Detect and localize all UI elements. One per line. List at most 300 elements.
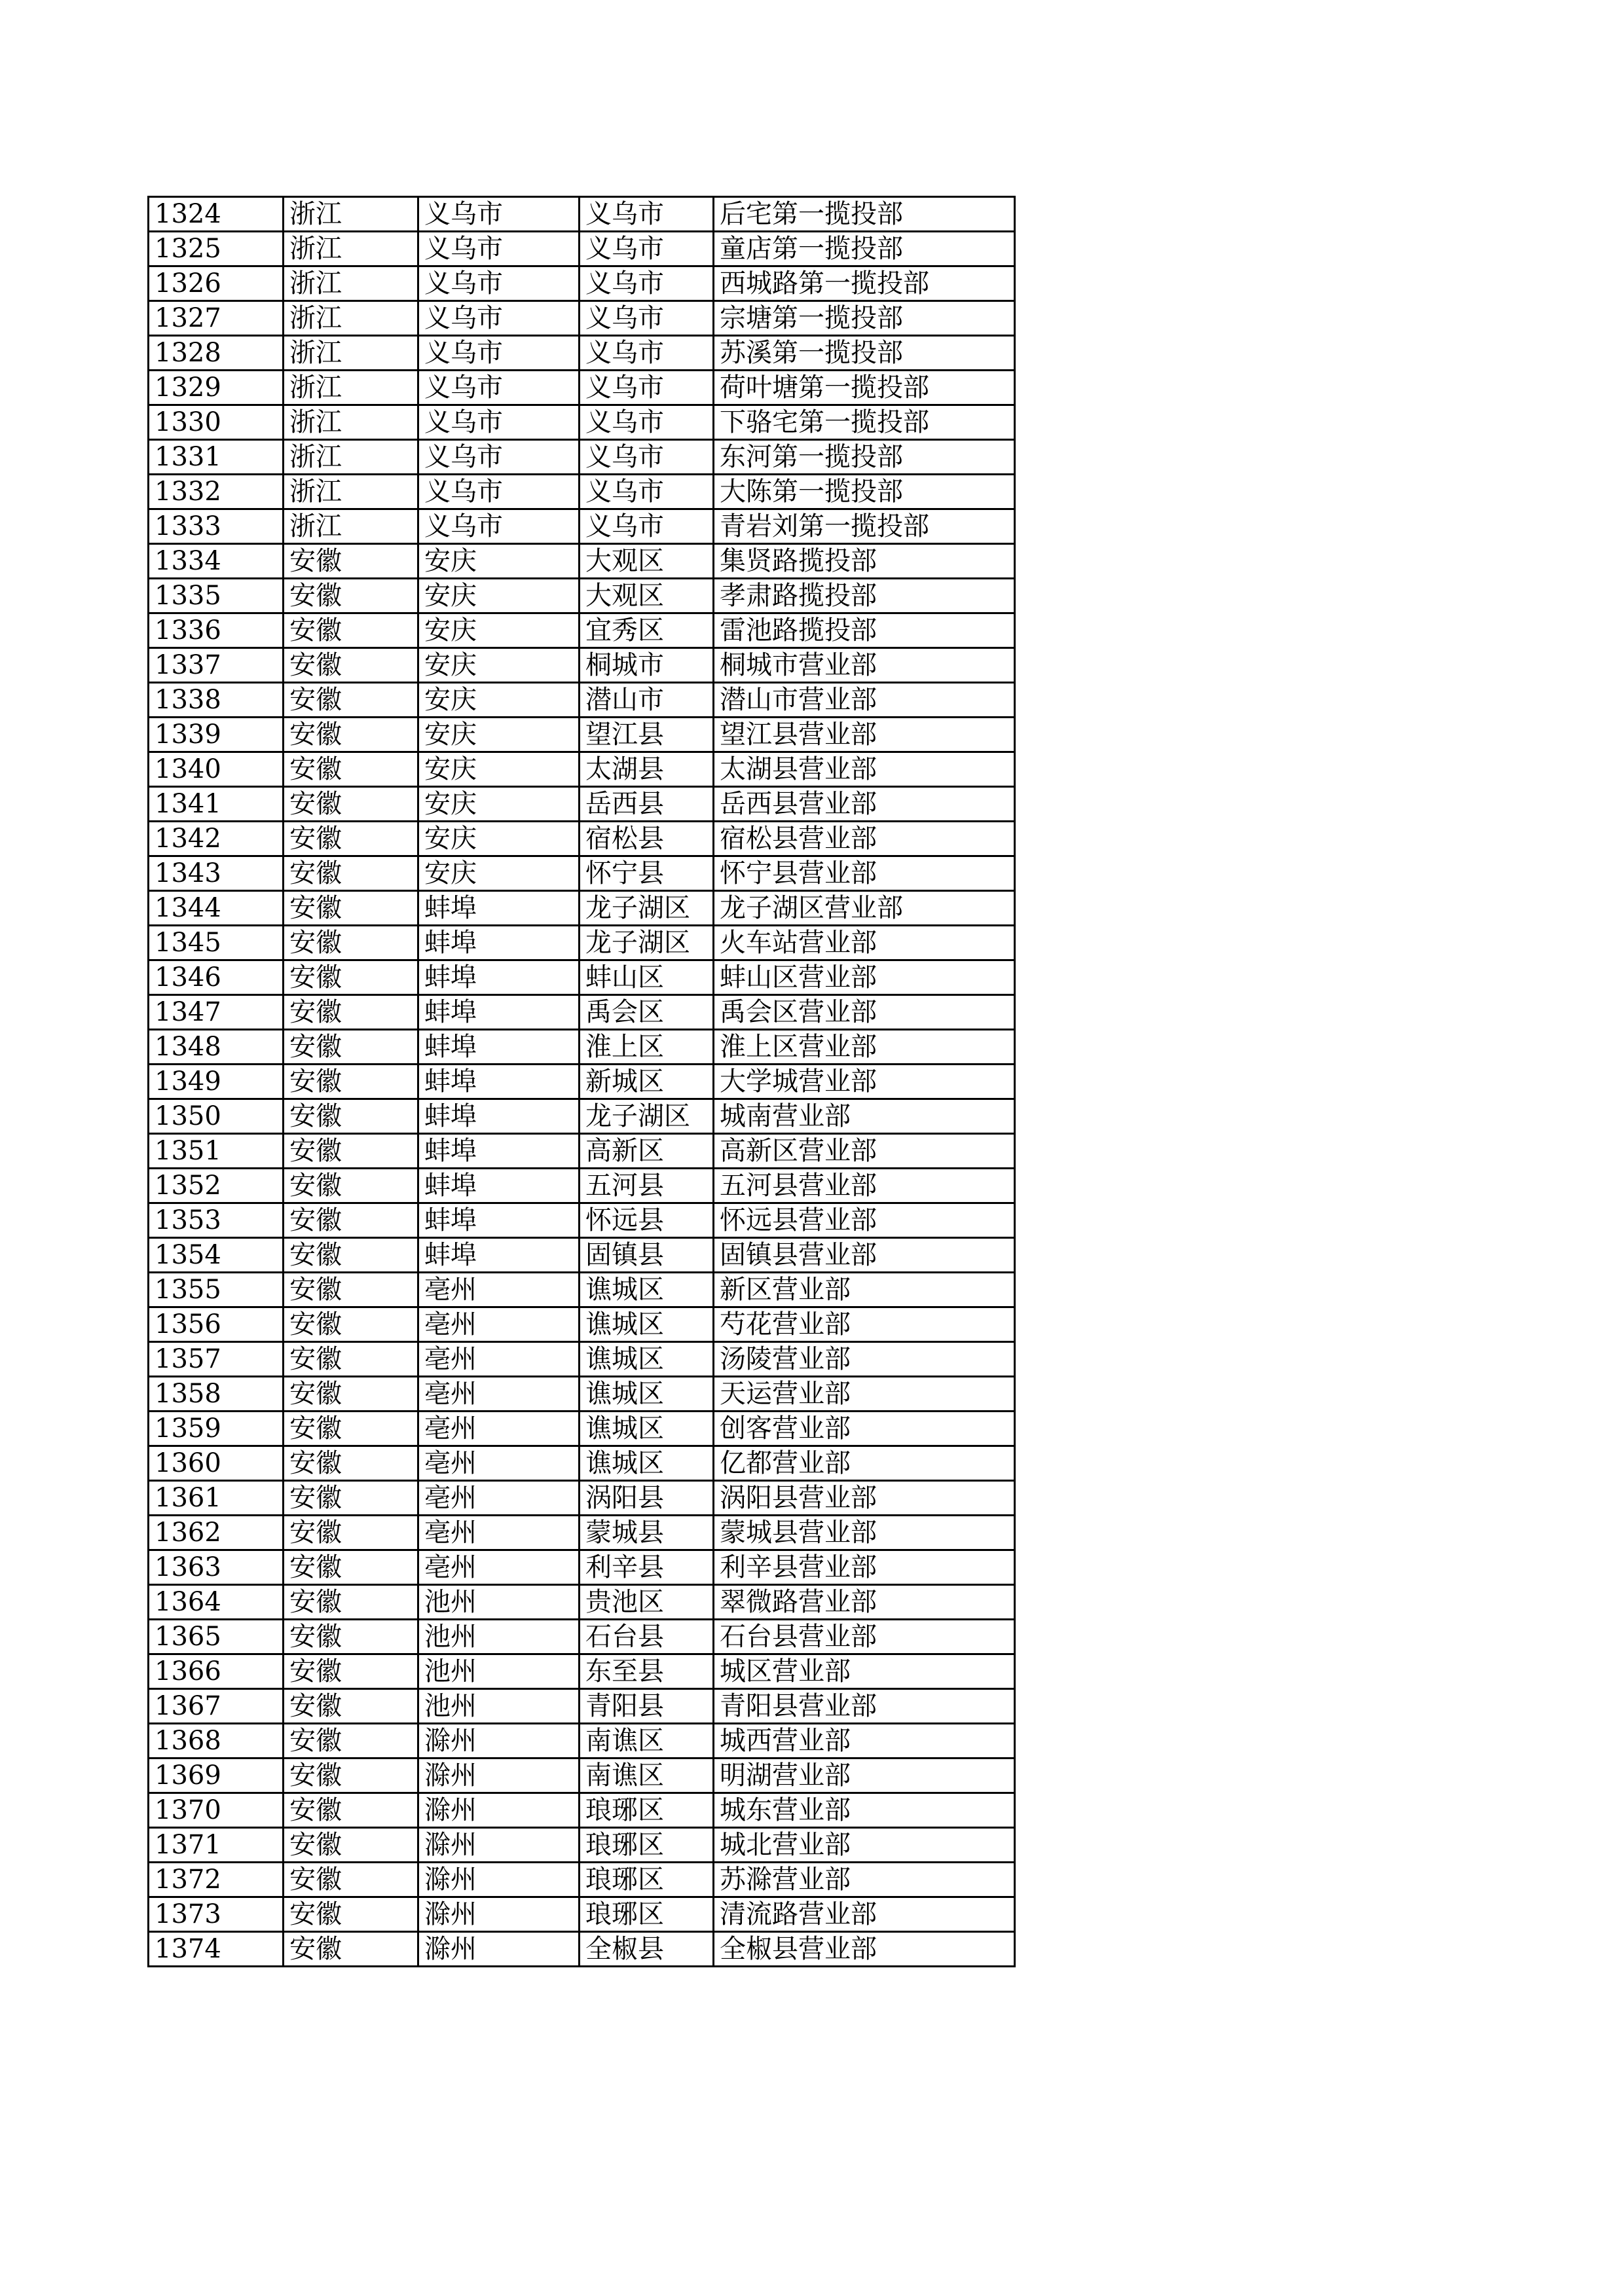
row-number-cell: 1371	[149, 1828, 284, 1863]
province-cell: 安徽	[284, 926, 418, 960]
table-row	[149, 475, 1015, 509]
city-cell: 安庆	[418, 718, 580, 752]
row-number-cell: 1325	[149, 232, 284, 266]
row-number-cell: 1359	[149, 1412, 284, 1446]
district-cell: 龙子湖区	[580, 926, 714, 960]
province-cell: 安徽	[284, 787, 418, 822]
district-cell: 固镇县	[580, 1238, 714, 1273]
district-cell: 青阳县	[580, 1689, 714, 1724]
branch-name-cell: 城东营业部	[714, 1793, 1015, 1828]
branch-name-cell: 城南营业部	[714, 1099, 1015, 1134]
branch-name-cell: 雷池路揽投部	[714, 613, 1015, 648]
table-row	[149, 1134, 1015, 1169]
city-cell: 安庆	[418, 822, 580, 856]
province-cell: 安徽	[284, 1793, 418, 1828]
province-cell: 安徽	[284, 1828, 418, 1863]
province-cell: 安徽	[284, 544, 418, 579]
table-row	[149, 1446, 1015, 1481]
branch-name-cell: 苏滁营业部	[714, 1863, 1015, 1897]
province-cell: 安徽	[284, 613, 418, 648]
district-cell: 贵池区	[580, 1585, 714, 1620]
branch-name-cell: 潜山市营业部	[714, 683, 1015, 718]
row-number-cell: 1334	[149, 544, 284, 579]
city-cell: 蚌埠	[418, 1238, 580, 1273]
branch-name-cell: 五河县营业部	[714, 1169, 1015, 1203]
row-number-cell: 1326	[149, 266, 284, 301]
province-cell: 安徽	[284, 856, 418, 891]
district-cell: 宿松县	[580, 822, 714, 856]
table-row	[149, 1550, 1015, 1585]
province-cell: 浙江	[284, 266, 418, 301]
district-cell: 琅琊区	[580, 1897, 714, 1932]
district-cell: 义乌市	[580, 371, 714, 405]
city-cell: 蚌埠	[418, 1030, 580, 1065]
city-cell: 池州	[418, 1620, 580, 1654]
city-cell: 滁州	[418, 1863, 580, 1897]
city-cell: 义乌市	[418, 371, 580, 405]
table-row	[149, 1758, 1015, 1793]
city-cell: 安庆	[418, 648, 580, 683]
city-cell: 亳州	[418, 1273, 580, 1307]
branch-name-cell: 集贤路揽投部	[714, 544, 1015, 579]
city-cell: 蚌埠	[418, 926, 580, 960]
city-cell: 安庆	[418, 787, 580, 822]
province-cell: 安徽	[284, 1065, 418, 1099]
table-row	[149, 440, 1015, 475]
row-number-cell: 1370	[149, 1793, 284, 1828]
province-cell: 浙江	[284, 509, 418, 544]
city-cell: 安庆	[418, 544, 580, 579]
data-table	[147, 196, 1016, 1967]
province-cell: 安徽	[284, 1481, 418, 1516]
district-cell: 东至县	[580, 1654, 714, 1689]
city-cell: 亳州	[418, 1481, 580, 1516]
district-cell: 高新区	[580, 1134, 714, 1169]
province-cell: 安徽	[284, 1620, 418, 1654]
city-cell: 池州	[418, 1585, 580, 1620]
province-cell: 安徽	[284, 718, 418, 752]
district-cell: 涡阳县	[580, 1481, 714, 1516]
table-row	[149, 752, 1015, 787]
branch-name-cell: 石台县营业部	[714, 1620, 1015, 1654]
city-cell: 义乌市	[418, 475, 580, 509]
table-row	[149, 197, 1015, 232]
district-cell: 义乌市	[580, 232, 714, 266]
district-cell: 利辛县	[580, 1550, 714, 1585]
branch-name-cell: 大陈第一揽投部	[714, 475, 1015, 509]
district-cell: 义乌市	[580, 301, 714, 336]
branch-name-cell: 亿都营业部	[714, 1446, 1015, 1481]
table-row	[149, 1516, 1015, 1550]
branch-name-cell: 天运营业部	[714, 1377, 1015, 1412]
branch-name-cell: 城区营业部	[714, 1654, 1015, 1689]
city-cell: 亳州	[418, 1446, 580, 1481]
row-number-cell: 1372	[149, 1863, 284, 1897]
district-cell: 怀宁县	[580, 856, 714, 891]
branch-name-cell: 固镇县营业部	[714, 1238, 1015, 1273]
district-cell: 淮上区	[580, 1030, 714, 1065]
table-row	[149, 301, 1015, 336]
row-number-cell: 1340	[149, 752, 284, 787]
city-cell: 义乌市	[418, 266, 580, 301]
district-cell: 石台县	[580, 1620, 714, 1654]
table-row	[149, 1412, 1015, 1446]
district-cell: 谯城区	[580, 1273, 714, 1307]
table-row	[149, 509, 1015, 544]
district-cell: 琅琊区	[580, 1863, 714, 1897]
branch-name-cell: 宿松县营业部	[714, 822, 1015, 856]
table-row	[149, 1481, 1015, 1516]
table-row	[149, 232, 1015, 266]
row-number-cell: 1332	[149, 475, 284, 509]
table-row	[149, 1342, 1015, 1377]
branch-name-cell: 东河第一揽投部	[714, 440, 1015, 475]
province-cell: 浙江	[284, 475, 418, 509]
row-number-cell: 1324	[149, 197, 284, 232]
province-cell: 安徽	[284, 995, 418, 1030]
branch-name-cell: 孝肃路揽投部	[714, 579, 1015, 613]
table-row	[149, 683, 1015, 718]
row-number-cell: 1345	[149, 926, 284, 960]
branch-name-cell: 后宅第一揽投部	[714, 197, 1015, 232]
branch-name-cell: 宗塘第一揽投部	[714, 301, 1015, 336]
district-cell: 南谯区	[580, 1724, 714, 1758]
province-cell: 安徽	[284, 1134, 418, 1169]
row-number-cell: 1336	[149, 613, 284, 648]
district-cell: 谯城区	[580, 1377, 714, 1412]
province-cell: 安徽	[284, 1689, 418, 1724]
city-cell: 池州	[418, 1654, 580, 1689]
table-row	[149, 1689, 1015, 1724]
city-cell: 义乌市	[418, 440, 580, 475]
row-number-cell: 1350	[149, 1099, 284, 1134]
table-row	[149, 1099, 1015, 1134]
table-row	[149, 787, 1015, 822]
table-row	[149, 1932, 1015, 1967]
row-number-cell: 1349	[149, 1065, 284, 1099]
district-cell: 义乌市	[580, 475, 714, 509]
district-cell: 五河县	[580, 1169, 714, 1203]
city-cell: 义乌市	[418, 301, 580, 336]
city-cell: 蚌埠	[418, 1203, 580, 1238]
province-cell: 安徽	[284, 752, 418, 787]
district-cell: 谯城区	[580, 1342, 714, 1377]
table-row	[149, 1065, 1015, 1099]
province-cell: 安徽	[284, 1758, 418, 1793]
district-cell: 义乌市	[580, 197, 714, 232]
district-cell: 潜山市	[580, 683, 714, 718]
branch-name-cell: 清流路营业部	[714, 1897, 1015, 1932]
province-cell: 浙江	[284, 232, 418, 266]
table-row	[149, 1897, 1015, 1932]
district-cell: 大观区	[580, 544, 714, 579]
province-cell: 安徽	[284, 1516, 418, 1550]
branch-name-cell: 下骆宅第一揽投部	[714, 405, 1015, 440]
branch-name-cell: 望江县营业部	[714, 718, 1015, 752]
row-number-cell: 1361	[149, 1481, 284, 1516]
province-cell: 浙江	[284, 440, 418, 475]
province-cell: 安徽	[284, 1654, 418, 1689]
district-cell: 义乌市	[580, 440, 714, 475]
city-cell: 亳州	[418, 1342, 580, 1377]
city-cell: 义乌市	[418, 232, 580, 266]
table-row	[149, 1724, 1015, 1758]
city-cell: 滁州	[418, 1932, 580, 1967]
table-row	[149, 1585, 1015, 1620]
branch-name-cell: 蒙城县营业部	[714, 1516, 1015, 1550]
district-cell: 南谯区	[580, 1758, 714, 1793]
district-cell: 怀远县	[580, 1203, 714, 1238]
row-number-cell: 1348	[149, 1030, 284, 1065]
branch-name-cell: 创客营业部	[714, 1412, 1015, 1446]
branch-name-cell: 汤陵营业部	[714, 1342, 1015, 1377]
district-cell: 谯城区	[580, 1307, 714, 1342]
row-number-cell: 1328	[149, 336, 284, 371]
district-cell: 义乌市	[580, 405, 714, 440]
table-row	[149, 1620, 1015, 1654]
district-cell: 望江县	[580, 718, 714, 752]
row-number-cell: 1360	[149, 1446, 284, 1481]
city-cell: 安庆	[418, 579, 580, 613]
branch-name-cell: 岳西县营业部	[714, 787, 1015, 822]
city-cell: 滁州	[418, 1758, 580, 1793]
district-cell: 太湖县	[580, 752, 714, 787]
row-number-cell: 1373	[149, 1897, 284, 1932]
row-number-cell: 1329	[149, 371, 284, 405]
city-cell: 蚌埠	[418, 1134, 580, 1169]
table-row	[149, 405, 1015, 440]
table-row	[149, 544, 1015, 579]
district-cell: 琅琊区	[580, 1793, 714, 1828]
branch-name-cell: 涡阳县营业部	[714, 1481, 1015, 1516]
province-cell: 安徽	[284, 579, 418, 613]
table-row	[149, 1828, 1015, 1863]
branch-name-cell: 龙子湖区营业部	[714, 891, 1015, 926]
table-row	[149, 1030, 1015, 1065]
branch-name-cell: 青岩刘第一揽投部	[714, 509, 1015, 544]
branch-name-cell: 童店第一揽投部	[714, 232, 1015, 266]
row-number-cell: 1335	[149, 579, 284, 613]
table-row	[149, 856, 1015, 891]
province-cell: 安徽	[284, 1863, 418, 1897]
city-cell: 蚌埠	[418, 891, 580, 926]
row-number-cell: 1374	[149, 1932, 284, 1967]
district-cell: 蚌山区	[580, 960, 714, 995]
city-cell: 安庆	[418, 856, 580, 891]
row-number-cell: 1366	[149, 1654, 284, 1689]
district-cell: 义乌市	[580, 336, 714, 371]
district-cell: 琅琊区	[580, 1828, 714, 1863]
city-cell: 亳州	[418, 1550, 580, 1585]
table-row	[149, 1377, 1015, 1412]
row-number-cell: 1330	[149, 405, 284, 440]
district-cell: 桐城市	[580, 648, 714, 683]
district-cell: 全椒县	[580, 1932, 714, 1967]
province-cell: 安徽	[284, 1412, 418, 1446]
branch-name-cell: 怀远县营业部	[714, 1203, 1015, 1238]
district-cell: 宜秀区	[580, 613, 714, 648]
table-row	[149, 1169, 1015, 1203]
province-cell: 浙江	[284, 336, 418, 371]
province-cell: 安徽	[284, 1342, 418, 1377]
row-number-cell: 1355	[149, 1273, 284, 1307]
table-row	[149, 995, 1015, 1030]
branch-name-cell: 明湖营业部	[714, 1758, 1015, 1793]
row-number-cell: 1331	[149, 440, 284, 475]
branch-name-cell: 火车站营业部	[714, 926, 1015, 960]
district-cell: 禹会区	[580, 995, 714, 1030]
city-cell: 安庆	[418, 613, 580, 648]
province-cell: 安徽	[284, 1030, 418, 1065]
province-cell: 安徽	[284, 1238, 418, 1273]
table-row	[149, 1203, 1015, 1238]
table-row	[149, 1793, 1015, 1828]
row-number-cell: 1369	[149, 1758, 284, 1793]
table-row	[149, 891, 1015, 926]
branch-name-cell: 荷叶塘第一揽投部	[714, 371, 1015, 405]
city-cell: 蚌埠	[418, 995, 580, 1030]
province-cell: 安徽	[284, 1550, 418, 1585]
province-cell: 浙江	[284, 371, 418, 405]
row-number-cell: 1358	[149, 1377, 284, 1412]
row-number-cell: 1353	[149, 1203, 284, 1238]
district-cell: 义乌市	[580, 509, 714, 544]
table-row	[149, 1238, 1015, 1273]
row-number-cell: 1338	[149, 683, 284, 718]
branch-name-cell: 淮上区营业部	[714, 1030, 1015, 1065]
table-row	[149, 1307, 1015, 1342]
city-cell: 蚌埠	[418, 960, 580, 995]
row-number-cell: 1365	[149, 1620, 284, 1654]
district-cell: 义乌市	[580, 266, 714, 301]
branch-name-cell: 大学城营业部	[714, 1065, 1015, 1099]
city-cell: 亳州	[418, 1377, 580, 1412]
table-row	[149, 1273, 1015, 1307]
province-cell: 安徽	[284, 822, 418, 856]
branch-name-cell: 翠微路营业部	[714, 1585, 1015, 1620]
table-row	[149, 960, 1015, 995]
table-row	[149, 1654, 1015, 1689]
city-cell: 滁州	[418, 1828, 580, 1863]
row-number-cell: 1352	[149, 1169, 284, 1203]
row-number-cell: 1342	[149, 822, 284, 856]
district-cell: 蒙城县	[580, 1516, 714, 1550]
table-body	[149, 197, 1015, 1967]
province-cell: 安徽	[284, 1169, 418, 1203]
branch-name-cell: 太湖县营业部	[714, 752, 1015, 787]
table-row	[149, 579, 1015, 613]
table-row	[149, 648, 1015, 683]
district-cell: 谯城区	[580, 1412, 714, 1446]
city-cell: 蚌埠	[418, 1169, 580, 1203]
branch-name-cell: 城北营业部	[714, 1828, 1015, 1863]
district-cell: 新城区	[580, 1065, 714, 1099]
province-cell: 安徽	[284, 1377, 418, 1412]
row-number-cell: 1344	[149, 891, 284, 926]
row-number-cell: 1351	[149, 1134, 284, 1169]
province-cell: 安徽	[284, 1585, 418, 1620]
branch-name-cell: 芍花营业部	[714, 1307, 1015, 1342]
province-cell: 浙江	[284, 197, 418, 232]
row-number-cell: 1363	[149, 1550, 284, 1585]
city-cell: 蚌埠	[418, 1099, 580, 1134]
province-cell: 安徽	[284, 1932, 418, 1967]
table-row	[149, 371, 1015, 405]
branch-name-cell: 怀宁县营业部	[714, 856, 1015, 891]
branch-name-cell: 西城路第一揽投部	[714, 266, 1015, 301]
city-cell: 义乌市	[418, 336, 580, 371]
table-row	[149, 926, 1015, 960]
row-number-cell: 1327	[149, 301, 284, 336]
province-cell: 安徽	[284, 1273, 418, 1307]
row-number-cell: 1339	[149, 718, 284, 752]
province-cell: 安徽	[284, 960, 418, 995]
city-cell: 安庆	[418, 752, 580, 787]
city-cell: 义乌市	[418, 509, 580, 544]
row-number-cell: 1364	[149, 1585, 284, 1620]
branch-name-cell: 全椒县营业部	[714, 1932, 1015, 1967]
row-number-cell: 1337	[149, 648, 284, 683]
city-cell: 亳州	[418, 1516, 580, 1550]
row-number-cell: 1357	[149, 1342, 284, 1377]
branch-name-cell: 苏溪第一揽投部	[714, 336, 1015, 371]
branch-name-cell: 利辛县营业部	[714, 1550, 1015, 1585]
province-cell: 安徽	[284, 648, 418, 683]
branch-name-cell: 新区营业部	[714, 1273, 1015, 1307]
district-cell: 龙子湖区	[580, 1099, 714, 1134]
city-cell: 亳州	[418, 1412, 580, 1446]
row-number-cell: 1356	[149, 1307, 284, 1342]
branch-name-cell: 禹会区营业部	[714, 995, 1015, 1030]
district-cell: 谯城区	[580, 1446, 714, 1481]
row-number-cell: 1333	[149, 509, 284, 544]
branch-name-cell: 高新区营业部	[714, 1134, 1015, 1169]
row-number-cell: 1367	[149, 1689, 284, 1724]
row-number-cell: 1362	[149, 1516, 284, 1550]
row-number-cell: 1343	[149, 856, 284, 891]
row-number-cell: 1354	[149, 1238, 284, 1273]
district-cell: 大观区	[580, 579, 714, 613]
city-cell: 义乌市	[418, 197, 580, 232]
province-cell: 安徽	[284, 1099, 418, 1134]
row-number-cell: 1347	[149, 995, 284, 1030]
branch-name-cell: 桐城市营业部	[714, 648, 1015, 683]
table-row	[149, 822, 1015, 856]
district-cell: 龙子湖区	[580, 891, 714, 926]
branch-name-cell: 蚌山区营业部	[714, 960, 1015, 995]
city-cell: 亳州	[418, 1307, 580, 1342]
table-row	[149, 336, 1015, 371]
branch-name-cell: 青阳县营业部	[714, 1689, 1015, 1724]
city-cell: 滁州	[418, 1724, 580, 1758]
province-cell: 浙江	[284, 405, 418, 440]
district-cell: 岳西县	[580, 787, 714, 822]
province-cell: 安徽	[284, 683, 418, 718]
branch-name-cell: 城西营业部	[714, 1724, 1015, 1758]
province-cell: 安徽	[284, 1897, 418, 1932]
city-cell: 池州	[418, 1689, 580, 1724]
province-cell: 浙江	[284, 301, 418, 336]
table-row	[149, 266, 1015, 301]
city-cell: 滁州	[418, 1897, 580, 1932]
city-cell: 义乌市	[418, 405, 580, 440]
province-cell: 安徽	[284, 1203, 418, 1238]
city-cell: 滁州	[418, 1793, 580, 1828]
table-row	[149, 613, 1015, 648]
table-row	[149, 718, 1015, 752]
province-cell: 安徽	[284, 1446, 418, 1481]
province-cell: 安徽	[284, 1307, 418, 1342]
